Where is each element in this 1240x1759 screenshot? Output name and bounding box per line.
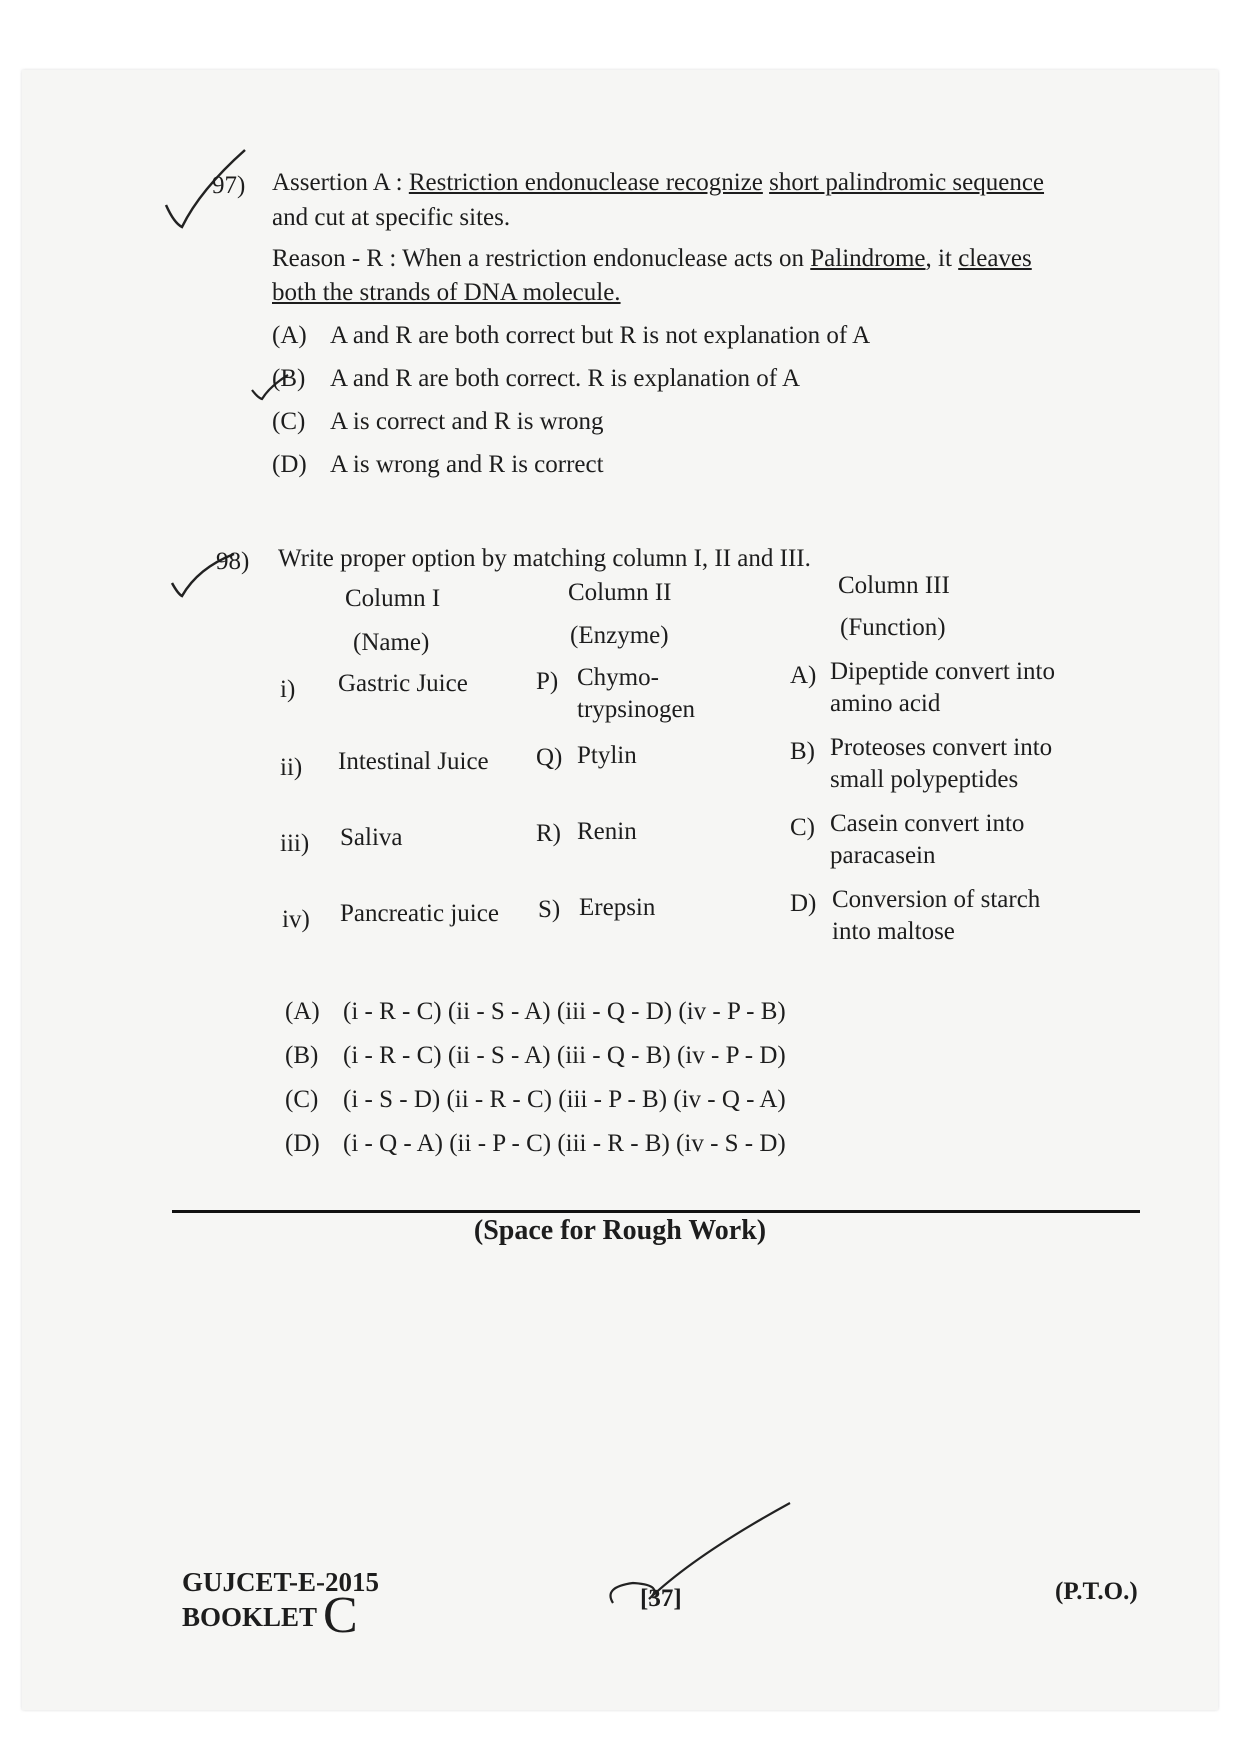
q97-reason-cleaves: cleaves <box>958 245 1032 272</box>
function-text <box>830 732 1052 796</box>
option-text: (i - S - D) (ii - R - C) (iii - P - B) (iv - Q - A) <box>343 1086 786 1113</box>
function-line2: into maltose <box>832 918 955 945</box>
pto-label: (P.T.O.) <box>1055 1578 1138 1605</box>
function-line1: Dipeptide convert into <box>830 658 1055 685</box>
q97-assertion-text1: Restriction endonuclease recognize <box>408 169 763 196</box>
enzyme-name: Erepsin <box>579 894 656 921</box>
option-text: (i - Q - A) (ii - P - C) (iii - R - B) (iv - S - D) <box>343 1130 786 1157</box>
row-index: ii) <box>280 754 303 781</box>
booklet-line <box>182 1587 379 1644</box>
enzyme-name: Renin <box>577 818 637 845</box>
function-label: B) <box>790 738 815 765</box>
option-label: (D) <box>272 451 307 478</box>
row-name: Saliva <box>340 824 403 851</box>
function-label: A) <box>790 662 817 689</box>
q97-option-b[interactable] <box>272 365 800 393</box>
function-line2: amino acid <box>830 690 941 717</box>
divider-line <box>172 1210 1140 1213</box>
q97-assertion-line2: and cut at specific sites. <box>272 204 511 231</box>
q98-option-c[interactable] <box>285 1086 786 1114</box>
function-line2: paracasein <box>830 842 936 869</box>
enzyme-name: Ptylin <box>577 742 637 769</box>
q98-option-a[interactable] <box>285 998 786 1026</box>
option-label: (B) <box>285 1042 319 1069</box>
row-name: Intestinal Juice <box>338 748 489 775</box>
option-label: (C) <box>285 1086 319 1113</box>
q97-assertion-text2: short palindromic sequence <box>769 169 1045 196</box>
function-line1: Casein convert into <box>830 810 1025 837</box>
q97-reason-line2: both the strands of DNA molecule. <box>272 279 621 306</box>
option-text: (i - R - C) (ii - S - A) (iii - Q - D) (iv - P - B) <box>343 998 786 1025</box>
signature-mark-icon <box>605 1495 795 1615</box>
function-label: C) <box>790 814 815 841</box>
row-index: i) <box>280 676 296 703</box>
function-text <box>830 656 1055 720</box>
col2-sub: (Enzyme) <box>570 622 669 649</box>
function-text <box>830 808 1024 872</box>
col1-sub: (Name) <box>353 629 430 656</box>
option-text: (i - R - C) (ii - S - A) (iii - Q - B) (iv - P - D) <box>343 1042 786 1069</box>
q98-number: 98) <box>216 548 250 575</box>
footer-exam-info <box>182 1565 380 1644</box>
q97-reason-palindrome: Palindrome <box>810 245 926 272</box>
q97-option-c[interactable] <box>272 408 604 436</box>
function-line2: small polypeptides <box>830 766 1019 793</box>
col3-header: Column III <box>838 572 950 599</box>
q97-reason-mid: , it <box>925 245 959 272</box>
option-text: A is correct and R is wrong <box>330 408 604 435</box>
enzyme-line1: Chymo- <box>577 664 659 691</box>
option-text: A is wrong and R is correct <box>330 451 604 478</box>
enzyme-line2: trypsinogen <box>577 696 696 723</box>
booklet-letter: C <box>323 1587 358 1644</box>
q97-option-d[interactable] <box>272 451 604 479</box>
row-index: iii) <box>280 830 310 857</box>
q97-assertion-prefix: Assertion A : <box>272 169 409 196</box>
q97-reason-prefix: Reason - R : When a restriction endonuclease acts on <box>272 245 811 272</box>
option-label: (C) <box>272 408 306 435</box>
q98-stem: Write proper option by matching column I, II and III. <box>278 545 811 572</box>
option-text: A and R are both correct but R is not explanation of A <box>330 322 871 349</box>
col2-header: Column II <box>568 579 672 606</box>
option-label: (A) <box>272 322 307 349</box>
col3-sub: (Function) <box>840 614 946 641</box>
option-label: (D) <box>285 1130 320 1157</box>
q97-assertion <box>272 166 1072 200</box>
enzyme-name <box>577 662 695 726</box>
q97-number: 97) <box>212 172 246 199</box>
function-label: D) <box>790 890 817 917</box>
page-number: [37] <box>640 1585 682 1612</box>
option-label: (B) <box>272 365 306 392</box>
option-label: (A) <box>285 998 320 1025</box>
exam-code: GUJCET-E-2015 <box>182 1567 380 1597</box>
q97-option-a[interactable] <box>272 322 870 350</box>
q98-option-d[interactable] <box>285 1130 786 1158</box>
enzyme-label: S) <box>538 896 561 923</box>
enzyme-label: R) <box>536 820 561 847</box>
enzyme-label: P) <box>536 668 559 695</box>
row-name: Pancreatic juice <box>340 900 499 927</box>
row-index: iv) <box>282 906 310 933</box>
row-name: Gastric Juice <box>338 670 468 697</box>
q97-reason <box>272 242 1072 276</box>
option-text: A and R are both correct. R is explanation of A <box>330 365 801 392</box>
rough-work-label: (Space for Rough Work) <box>473 1215 767 1246</box>
function-text <box>832 884 1040 948</box>
col1-header: Column I <box>345 585 441 612</box>
function-line1: Conversion of starch <box>832 886 1041 913</box>
function-line1: Proteoses convert into <box>830 734 1053 761</box>
enzyme-label: Q) <box>536 744 563 771</box>
booklet-label: BOOKLET <box>182 1602 318 1632</box>
q98-option-b[interactable] <box>285 1042 786 1070</box>
